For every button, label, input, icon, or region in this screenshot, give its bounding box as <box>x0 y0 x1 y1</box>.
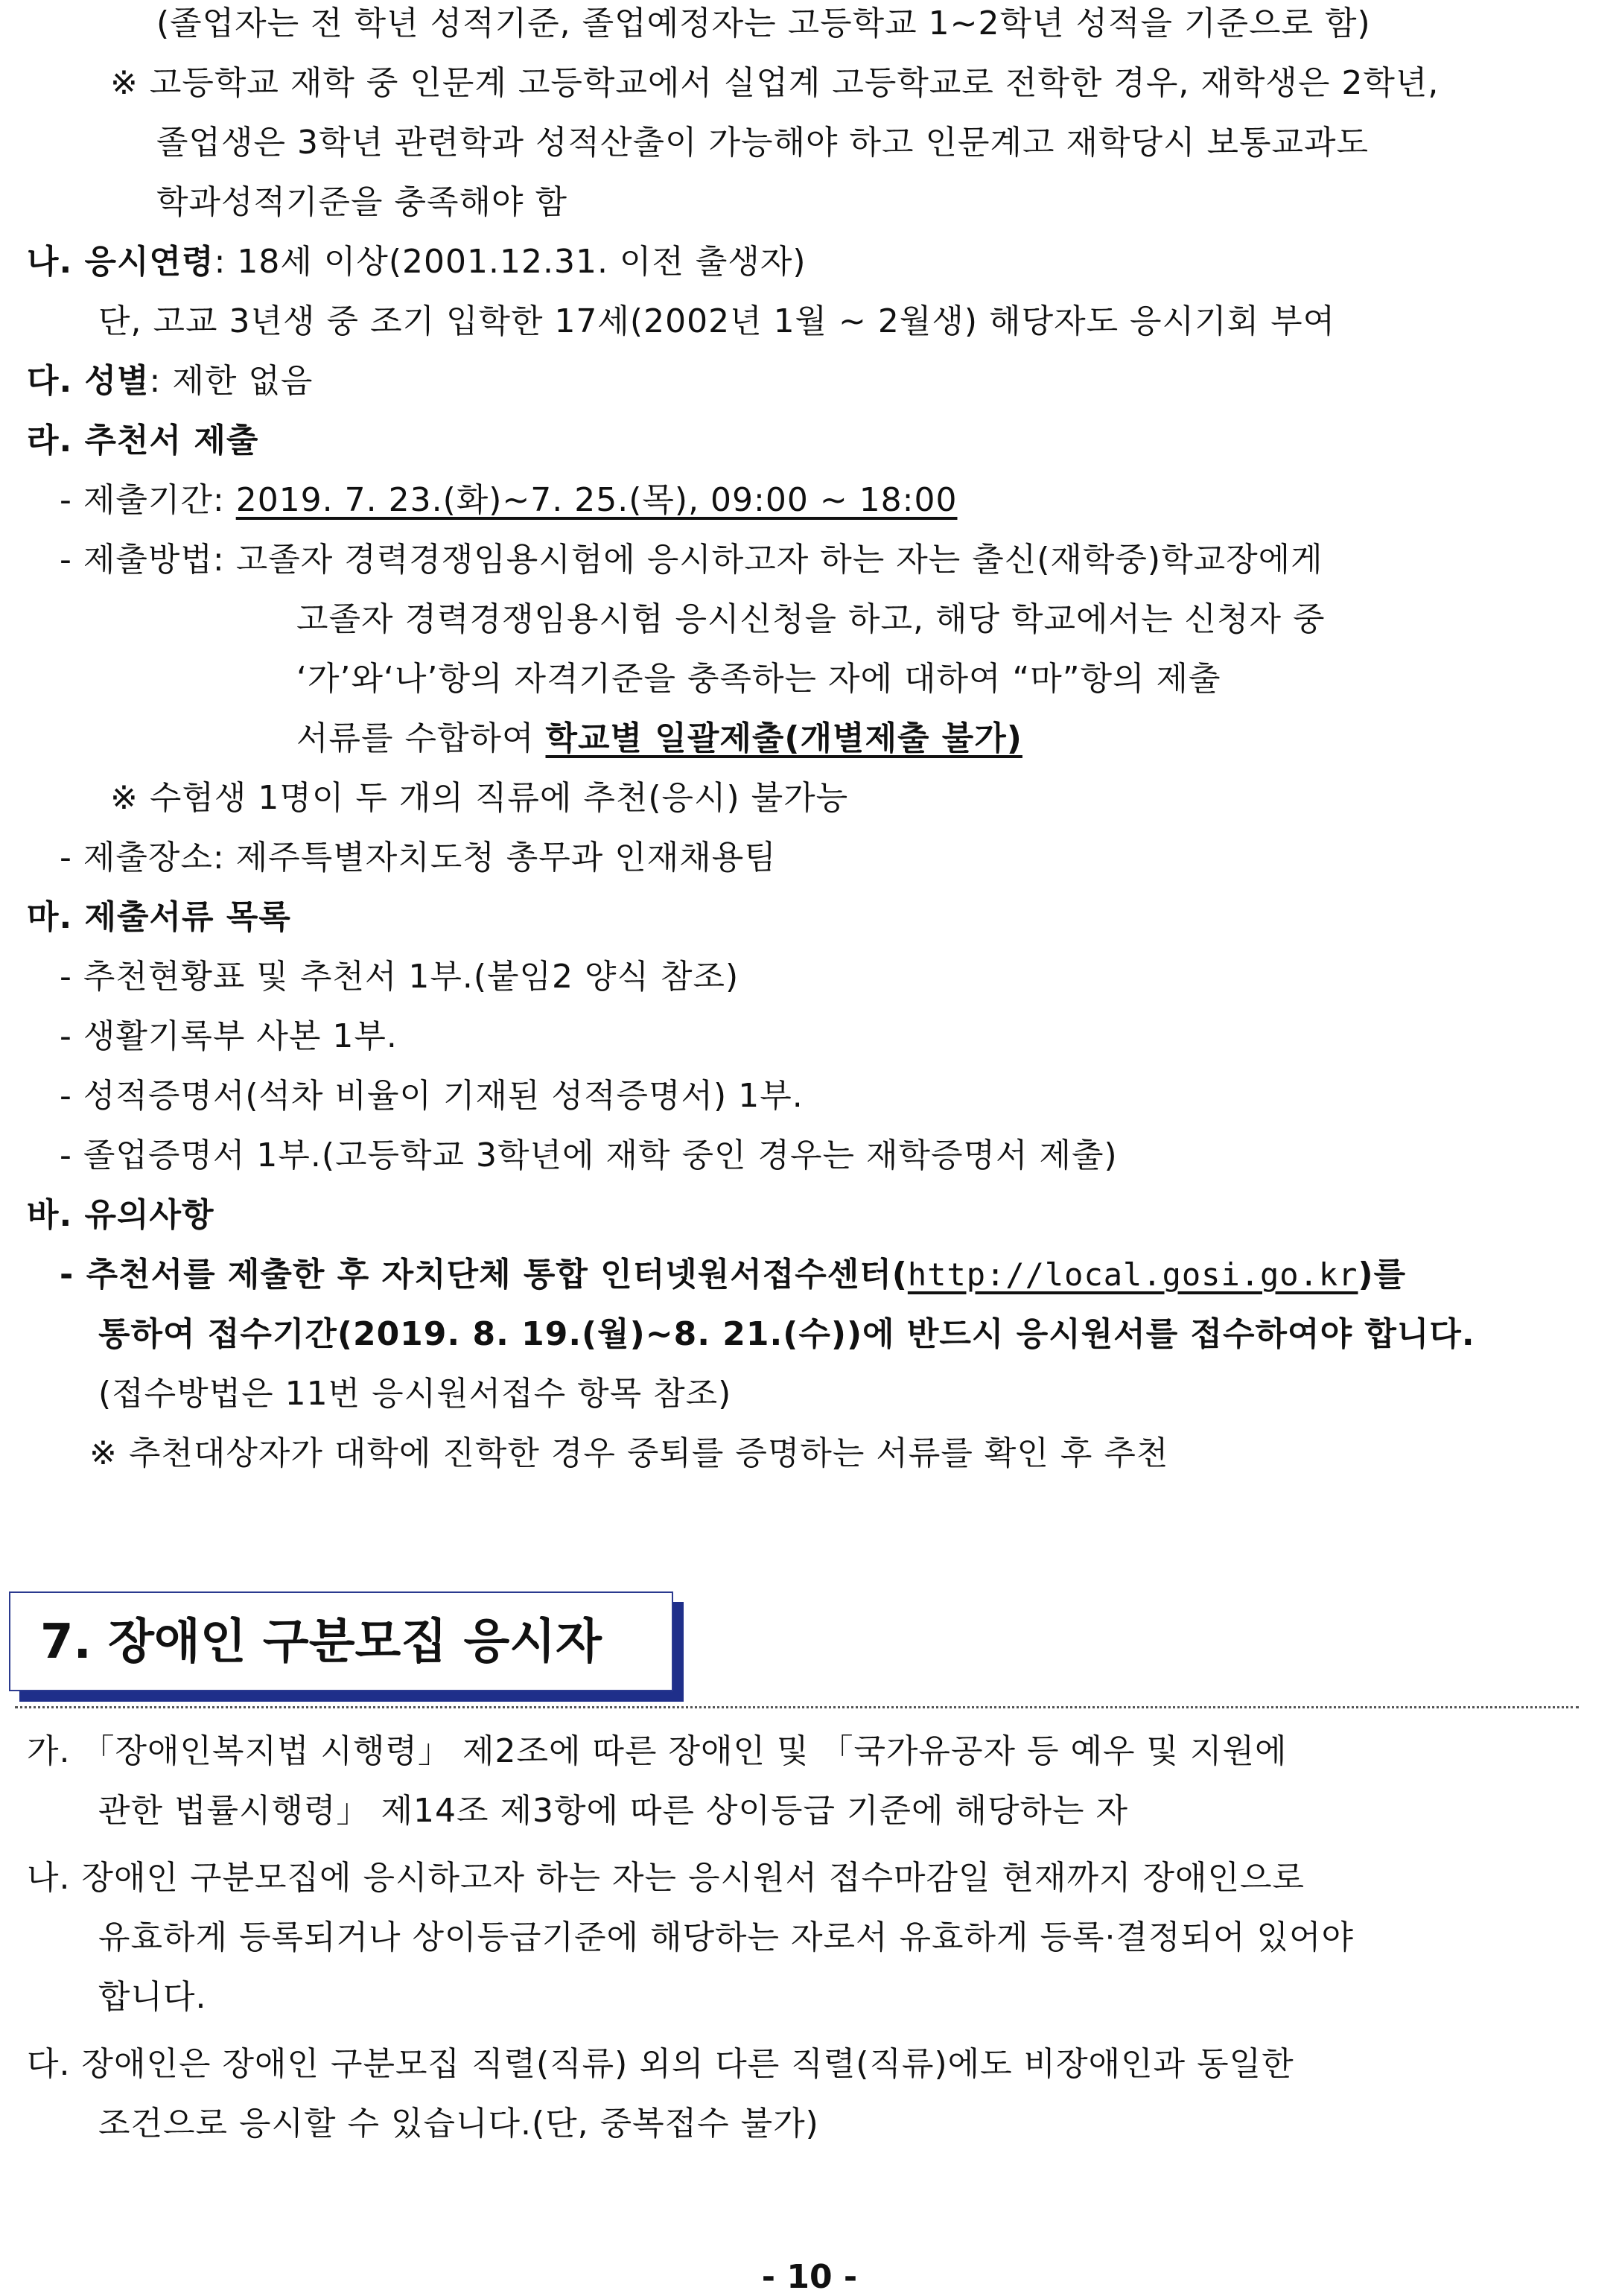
submission-method-line-4 <box>296 716 1022 761</box>
notes-line-2: 통하여 접수기간(2019. 8. 19.(월)~8. 21.(수))에 반드시 응시원서를 접수하여야 합니다. <box>98 1315 1475 1353</box>
gender-item <box>27 359 313 404</box>
submission-period <box>60 478 958 523</box>
transfer-note-line-1: ※ 고등학교 재학 중 인문계 고등학교에서 실업계 고등학교로 전학한 경우, 재학생은 2학년, <box>110 64 1440 102</box>
gender-label: 다. 성별 <box>27 362 150 400</box>
transfer-note-line-3: 학과성적기준을 충족해야 함 <box>156 183 568 221</box>
section-divider <box>15 1706 1579 1708</box>
notes-text-1b: )를 <box>1358 1256 1407 1294</box>
age-text: : 18세 이상(2001.12.31. 이전 출생자) <box>214 243 807 281</box>
notes-title: 바. 유의사항 <box>27 1196 214 1234</box>
section-heading: 7. 장애인 구분모집 응시자 <box>40 1615 602 1670</box>
notes-line-3: (접수방법은 11번 응시원서접수 항목 참조) <box>98 1375 732 1413</box>
submission-method-line-2: 고졸자 경력경쟁임용시험 응시신청을 하고, 해당 학교에서는 신청자 중 <box>296 600 1326 638</box>
notes-line-1 <box>60 1253 1406 1297</box>
document-item: - 생활기록부 사본 1부. <box>60 1017 398 1055</box>
recommendation-title: 라. 추천서 제출 <box>27 422 259 459</box>
disabled-criteria-line-2: 관한 법률시행령」 제14조 제3항에 따른 상이등급 기준에 해당하는 자 <box>98 1792 1128 1830</box>
transfer-note-line-2: 졸업생은 3학년 관련학과 성적산출이 가능해야 하고 인문계고 재학당시 보통교과도 <box>156 124 1370 162</box>
submission-method-label: - 제출방법: <box>60 541 236 579</box>
submission-method-text-1: 고졸자 경력경쟁임용시험에 응시하고자 하는 자는 출신(재학중)학교장에게 <box>235 541 1323 579</box>
registration-line-3: 합니다. <box>98 1978 207 2016</box>
disabled-criteria-line-1: 가. 「장애인복지법 시행령」 제2조에 따른 장애인 및 「국가유공자 등 예우 및 지원에 <box>27 1732 1288 1770</box>
documents-title: 마. 제출서류 목록 <box>27 898 291 936</box>
age-label: 나. 응시연령 <box>27 243 214 281</box>
other-series-line-1: 다. 장애인은 장애인 구분모집 직렬(직류) 외의 다른 직렬(직류)에도 비장애인과 동일한 <box>27 2045 1294 2083</box>
qualification-line-1: (졸업자는 전 학년 성적기준, 졸업예정자는 고등학교 1~2학년 성적을 기준으로 함) <box>156 4 1371 42</box>
other-series-line-2: 조건으로 응시할 수 있습니다.(단, 중복접수 불가) <box>98 2105 819 2143</box>
submission-place: - 제출장소: 제주특별자치도청 총무과 인재채용팀 <box>60 839 777 877</box>
submission-method-line-3: ‘가’와‘나’항의 자격기준을 충족하는 자에 대하여 “마”항의 제출 <box>296 660 1221 698</box>
page-number: - 10 - <box>761 2258 858 2296</box>
submission-period-label: - 제출기간: <box>60 481 236 519</box>
notes-text-1a: - 추천서를 제출한 후 자치단체 통합 인터넷원서접수센터( <box>60 1256 908 1294</box>
duplicate-recommendation-note: ※ 수험생 1명이 두 개의 직류에 추천(응시) 불가능 <box>110 779 849 817</box>
submission-method-line-1 <box>60 538 1323 582</box>
registration-line-2: 유효하게 등록되거나 상이등급기준에 해당하는 자로서 유효하게 등록·결정되어 있어야 <box>98 1918 1355 1956</box>
document-item: - 졸업증명서 1부.(고등학교 3학년에 재학 중인 경우는 재학증명서 제출) <box>60 1136 1118 1174</box>
batch-submission-note: 학교별 일괄제출(개별제출 불가) <box>545 719 1022 757</box>
age-note: 단, 고교 3년생 중 조기 입학한 17세(2002년 1월 ~ 2월생) 해당자도 응시기회 부여 <box>98 302 1336 340</box>
document-item: - 추천현황표 및 추천서 1부.(붙임2 양식 참조) <box>60 958 739 996</box>
registration-line-1: 나. 장애인 구분모집에 응시하고자 하는 자는 응시원서 접수마감일 현재까지 장애인으로 <box>27 1859 1305 1897</box>
university-note: ※ 추천대상자가 대학에 진학한 경우 중퇴를 증명하는 서류를 확인 후 추천 <box>89 1434 1169 1472</box>
gender-text: : 제한 없음 <box>149 362 314 400</box>
document-item: - 성적증명서(석차 비율이 기재된 성적증명서) 1부. <box>60 1077 804 1115</box>
age-item <box>27 240 807 284</box>
submission-period-value: 2019. 7. 23.(화)~7. 25.(목), 09:00 ~ 18:00 <box>235 481 958 519</box>
application-center-link[interactable]: http://local.gosi.go.kr <box>907 1256 1358 1293</box>
submission-method-text-4: 서류를 수합하여 <box>296 719 546 757</box>
section-heading-box <box>9 1591 673 1691</box>
